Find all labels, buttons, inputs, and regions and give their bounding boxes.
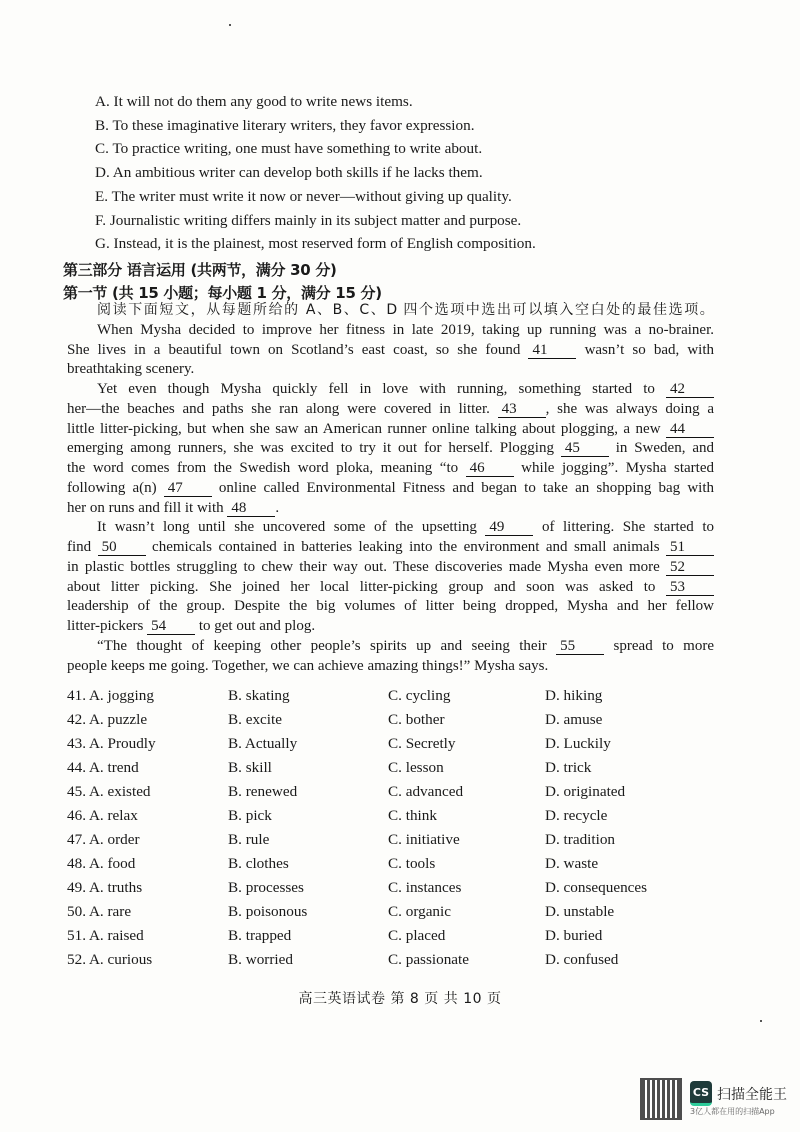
passage-text: emerging among runners, she was excited to try it out for herself. Plogging (67, 440, 561, 457)
cloze-blank: 55 (556, 639, 604, 655)
passage-line (67, 360, 714, 380)
choice-option: 43. A. Proudly (67, 735, 156, 752)
passage-line (67, 518, 714, 538)
passage-text: the word comes from the Swedish word ploka, meaning “to (67, 460, 466, 476)
passage-text: about litter picking. She joined her local litter-picking group and soon was asked to (67, 578, 666, 595)
qr-code-icon (640, 1078, 682, 1120)
brand-tagline: 3亿人都在用的扫描App (690, 1107, 775, 1116)
passage-line (67, 578, 714, 598)
passage-text: little litter-picking, but when she saw an American runner online talking about plogging, a new (67, 420, 666, 437)
choice-row (67, 806, 725, 830)
option-item: G. Instead, it is the plainest, most reserved form of English composition. (95, 235, 536, 253)
page-footer: 高三英语试卷 第 8 页 共 10 页 (298, 991, 502, 1007)
cloze-blank: 42 (666, 382, 714, 398)
choice-option: B. clothes (228, 855, 289, 872)
section-title: 第三部分 语言运用 (共两节，满分 30 分) (63, 261, 337, 279)
passage-text: following a(n) (67, 479, 164, 496)
option-item: C. To practice writing, one must have something to write about. (95, 140, 483, 158)
choice-row (67, 902, 725, 926)
choice-option: 44. A. trend (67, 759, 139, 776)
choice-option: 52. A. curious (67, 951, 153, 968)
choice-option: C. think (388, 807, 437, 824)
choice-row (67, 782, 725, 806)
choice-row (67, 878, 725, 902)
passage-line (67, 380, 714, 400)
choice-row (67, 710, 725, 734)
passage-line (67, 439, 714, 459)
choice-row (67, 950, 725, 974)
option-item: F. Journalistic writing differs mainly in its subject matter and purpose. (95, 211, 522, 229)
choice-option: C. lesson (388, 759, 444, 776)
choice-option: D. recycle (545, 807, 608, 824)
choice-option: D. unstable (545, 903, 615, 920)
cloze-blank: 41 (528, 343, 576, 359)
choice-option: C. organic (388, 903, 451, 920)
cloze-passage (67, 301, 714, 676)
choice-option: C. initiative (388, 831, 460, 848)
choice-row (67, 854, 725, 878)
cloze-blank: 53 (666, 580, 714, 596)
passage-text: online called Environmental Fitness and began to take an shopping bag with (211, 479, 714, 496)
passage-line (67, 400, 714, 420)
choice-row (67, 734, 725, 758)
passage-line (67, 499, 714, 519)
passage-text: leadership of the group. Despite the big volumes of litter being dropped, Mysha and her fellow (67, 598, 714, 615)
passage-text: “The thought of keeping other people’s spirits up and seeing their (97, 637, 557, 654)
cloze-blank: 46 (466, 461, 514, 477)
cloze-blank: 54 (147, 619, 195, 635)
passage-line (67, 341, 714, 361)
passage-text: . (275, 499, 280, 516)
passage-text: her on runs and fill it with (67, 499, 228, 516)
passage-line (67, 597, 714, 617)
passage-text: When Mysha decided to improve her fitness in late 2019, taking up running was a no-brainer. (97, 321, 714, 338)
choice-option: B. trapped (228, 927, 292, 944)
choice-option: D. buried (545, 927, 603, 944)
choice-option: B. skating (228, 687, 290, 704)
choice-option: B. processes (228, 879, 304, 896)
camscanner-logo-icon: CS (690, 1081, 712, 1106)
passage-line (67, 558, 714, 578)
passage-text: She lives in a beautiful town on Scotland’s east coast, so she found (67, 341, 529, 358)
choice-option: C. instances (388, 879, 462, 896)
choice-option: B. pick (228, 807, 272, 824)
choice-option: B. excite (228, 711, 282, 728)
passage-line (67, 637, 714, 657)
choice-option: B. worried (228, 951, 293, 968)
choice-option: B. rule (228, 831, 270, 848)
passage-line (67, 538, 714, 558)
choice-option: C. advanced (388, 783, 464, 800)
choice-option: 41. A. jogging (67, 687, 154, 704)
passage-text: people keeps me going. Together, we can achieve amazing things!” Mysha says. (67, 657, 549, 674)
option-item: A. It will not do them any good to write news items. (95, 93, 413, 110)
choice-option: 47. A. order (67, 831, 140, 848)
passage-line (67, 301, 714, 321)
passage-text: litter-pickers (67, 618, 148, 634)
choice-option: C. Secretly (388, 735, 456, 752)
choice-option: 42. A. puzzle (67, 711, 148, 728)
passage-text: It wasn’t long until she uncovered some of the upsetting (97, 519, 486, 536)
cloze-blank: 48 (227, 501, 275, 517)
passage-text: her—the beaches and paths she ran along were covered in litter. (67, 400, 498, 417)
scan-speck (760, 1020, 762, 1022)
choice-option: 48. A. food (67, 855, 136, 872)
choice-option: C. tools (388, 855, 436, 872)
choice-row (67, 830, 725, 854)
passage-text: to get out and plog. (195, 618, 316, 634)
choice-option: 51. A. raised (67, 927, 144, 944)
passage-text: in Sweden, and (608, 440, 714, 457)
choice-option: B. Actually (228, 735, 298, 752)
passage-line (67, 617, 714, 637)
passage-text: , she was always doing a (545, 400, 714, 417)
passage-line (67, 479, 714, 499)
choice-option: D. originated (545, 783, 626, 800)
cloze-blank: 45 (561, 441, 609, 457)
cloze-blank: 49 (485, 520, 533, 536)
subsection-title: 第一节 (共 15 小题；每小题 1 分，满分 15 分) (63, 284, 382, 302)
passage-line (67, 420, 714, 440)
choice-option: D. trick (545, 759, 592, 776)
passage-line (67, 459, 714, 479)
choice-option: D. amuse (545, 711, 603, 728)
scanner-watermark (640, 1078, 787, 1120)
choice-option: 50. A. rare (67, 903, 132, 920)
choice-option: B. skill (228, 759, 272, 776)
choice-row (67, 926, 725, 950)
cloze-blank: 51 (666, 540, 714, 556)
choice-option: C. bother (388, 711, 445, 728)
passage-line (67, 321, 714, 341)
passage-line (67, 657, 714, 677)
passage-text: find (67, 539, 98, 555)
passage-text: spread to more (604, 637, 714, 654)
passage-text: Yet even though Mysha quickly fell in love with running, something started to (97, 381, 666, 397)
option-item: E. The writer must write it now or never—without giving up quality. (95, 187, 512, 205)
choice-option: B. poisonous (228, 903, 308, 920)
choice-option: D. waste (545, 855, 599, 872)
choice-row (67, 686, 725, 710)
passage-text: while jogging”. Mysha started (513, 460, 715, 476)
passage-text: 阅读下面短文，从每题所给的 A、B、C、D 四个选项中选出可以填入空白处的最佳选项。 (97, 302, 714, 318)
scan-speck (229, 24, 231, 26)
cloze-blank: 47 (164, 481, 212, 497)
brand-name: 扫描全能王 (717, 1086, 787, 1103)
passage-text: of littering. She started to (533, 519, 714, 536)
choice-option: D. tradition (545, 831, 616, 848)
choice-option: D. consequences (545, 879, 648, 896)
cloze-blank: 52 (666, 560, 714, 576)
choice-option: 49. A. truths (67, 879, 143, 896)
cloze-blank: 43 (498, 402, 546, 418)
choice-option: C. cycling (388, 687, 451, 704)
seven-options-list (95, 90, 536, 256)
passage-text: in plastic bottles struggling to chew their way out. These discoveries made Mysha even more (67, 558, 666, 575)
choice-option: D. confused (545, 951, 619, 968)
choice-option: 45. A. existed (67, 783, 151, 800)
option-item: B. To these imaginative literary writers, they favor expression. (95, 116, 475, 134)
choice-option: 46. A. relax (67, 807, 138, 824)
choice-option: B. renewed (228, 783, 298, 800)
option-item: D. An ambitious writer can develop both skills if he lacks them. (95, 164, 483, 182)
choice-option: D. Luckily (545, 735, 611, 752)
choice-row (67, 758, 725, 782)
choice-option: D. hiking (545, 687, 603, 704)
choice-option: C. passionate (388, 951, 469, 968)
choice-option: C. placed (388, 927, 446, 944)
passage-text: breathtaking scenery. (67, 361, 195, 378)
passage-text: wasn’t so bad, with (576, 341, 714, 358)
cloze-blank: 44 (666, 422, 714, 438)
passage-text: chemicals contained in batteries leaking into the environment and small animals (145, 539, 666, 555)
cloze-blank: 50 (98, 540, 146, 556)
answer-choices (67, 686, 725, 974)
